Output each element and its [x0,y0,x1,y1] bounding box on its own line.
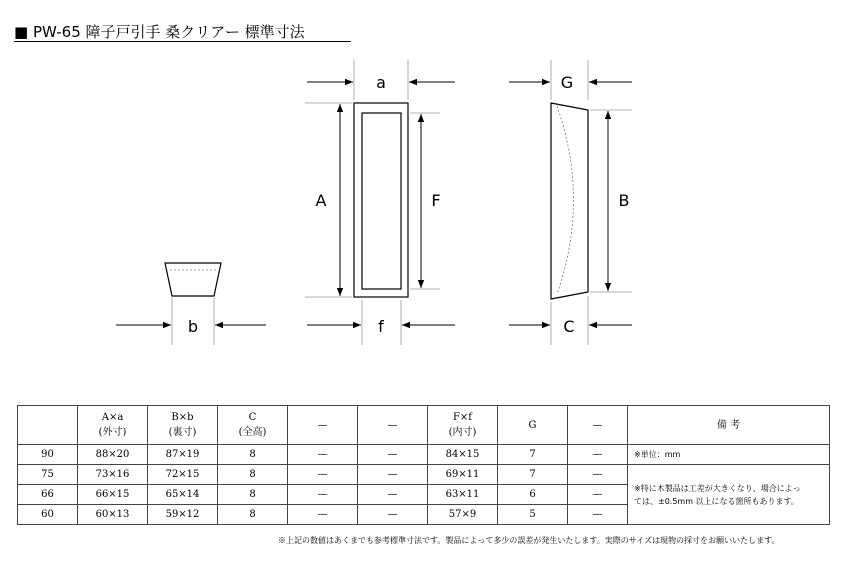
cell-height: 8 [218,465,288,485]
label-f: f [378,317,384,336]
inner-recess [362,113,401,289]
cell-G: 7 [498,445,568,465]
cell-back: 59×12 [148,505,218,525]
cell-back: 65×14 [148,485,218,505]
cell-blank: — [288,505,358,525]
cell-G: 5 [498,505,568,525]
side-view [509,60,632,345]
cell-blank: — [568,485,628,505]
cell-outer: 88×20 [78,445,148,465]
table-header-row [18,406,830,445]
label-b: b [187,317,199,336]
cell-height: 8 [218,505,288,525]
header-G: G [498,406,568,445]
back-view [116,263,266,345]
cell-inner: 84×15 [428,445,498,465]
cell-outer: 66×15 [78,485,148,505]
cell-size: 60 [18,505,78,525]
cell-blank: — [358,485,428,505]
cell-blank: — [358,505,428,525]
header-height: C (全高) [218,406,288,445]
cell-size: 66 [18,485,78,505]
cell-blank: — [358,465,428,485]
header-blank-2: — [358,406,428,445]
label-a: a [376,73,386,92]
cell-G: 7 [498,465,568,485]
cell-height: 8 [218,485,288,505]
label-F: F [431,191,441,210]
title-text: PW-65 障子戸引手 桑クリアー 標準寸法 [32,23,305,41]
cell-back: 72×15 [148,465,218,485]
cell-blank: — [568,465,628,485]
label-C: C [563,317,575,336]
header-inner: F×f (内寸) [428,406,498,445]
label-A: A [315,191,327,210]
cell-blank: — [568,445,628,465]
side-profile [551,103,588,299]
header-back: B×b (裏寸) [148,406,218,445]
header-remarks: 備 考 [628,406,830,445]
hidden-recess-curve [557,106,574,294]
spec-table [17,405,830,525]
cell-inner: 63×11 [428,485,498,505]
cell-blank: — [288,485,358,505]
cell-size: 90 [18,445,78,465]
header-blank-3: — [568,406,628,445]
cell-inner: 57×9 [428,505,498,525]
cell-G: 6 [498,485,568,505]
label-G: G [560,73,574,92]
front-view [305,60,455,345]
cell-outer: 73×16 [78,465,148,485]
header-outer: A×a (外寸) [78,406,148,445]
note-unit: ※単位：mm [628,445,830,465]
cell-blank: — [358,445,428,465]
cell-inner: 69×11 [428,465,498,485]
footnote: ※上記の数値はあくまでも参考標準寸法です。製品によって多少の誤差が発生いたします。実際のサイズは現物の採寸をお願いいたします。 [278,536,780,545]
note-tolerance: ※特に木製品は工差が大きくなり、場合によっ ては、±0.5mm 以上になる箇所もあります。 [628,465,830,525]
cell-blank: — [288,465,358,485]
cell-height: 8 [218,445,288,465]
cell-blank: — [568,505,628,525]
header-blank-1: — [288,406,358,445]
cell-back: 87×19 [148,445,218,465]
table-row [18,445,830,465]
cell-blank: — [288,445,358,465]
cell-size: 75 [18,465,78,485]
cell-outer: 60×13 [78,505,148,525]
title-square-icon: ■ [14,23,29,41]
header-size [18,406,78,445]
table-row [18,465,830,485]
back-profile [165,263,221,296]
label-B: B [618,191,630,210]
